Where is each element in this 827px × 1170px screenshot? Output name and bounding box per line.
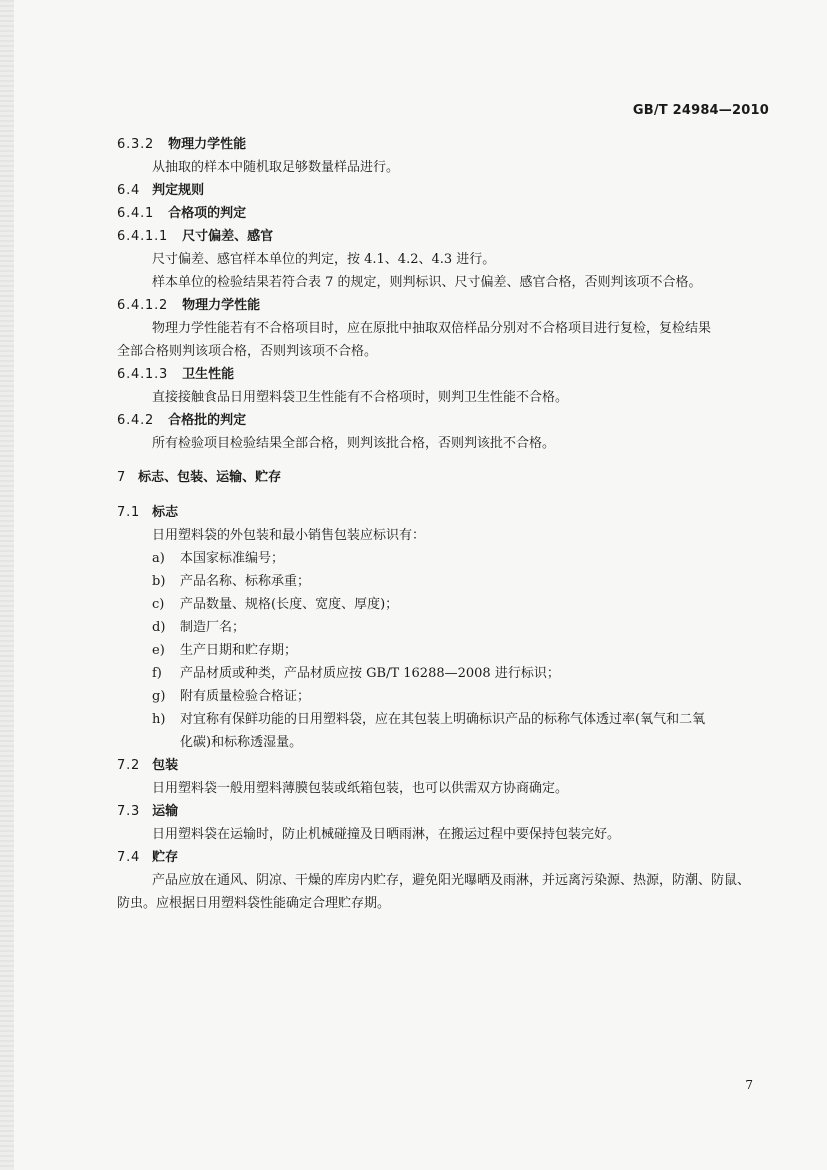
- heading-7-3: [117, 802, 178, 822]
- list-item-text: 生产日期和贮存期；: [180, 643, 298, 658]
- heading-title: 物理力学性能: [168, 137, 247, 152]
- heading-number: 6.4.1: [117, 206, 155, 221]
- list-item-text: 产品名称、标称承重；: [180, 574, 311, 589]
- list-marker: d): [152, 620, 166, 635]
- list-item: [152, 687, 310, 707]
- heading-title: 运输: [152, 804, 179, 819]
- scan-edge: [0, 0, 14, 1170]
- heading-number: 6.4.1.2: [117, 298, 169, 313]
- list-marker: c): [152, 597, 165, 612]
- heading-number: 7: [117, 470, 127, 485]
- heading-title: 物理力学性能: [182, 298, 261, 313]
- heading-title: 合格批的判定: [168, 413, 247, 428]
- heading-title: 卫生性能: [182, 367, 235, 382]
- standard-code: GB/T 24984—2010: [632, 103, 769, 118]
- heading-7-4: [117, 848, 178, 868]
- list-marker: e): [152, 643, 165, 658]
- paragraph: 尺寸偏差、感官样本单位的判定，按 4.1、4.2、4.3 进行。: [152, 252, 496, 267]
- list-item: [152, 618, 245, 638]
- paragraph: 物理力学性能若有不合格项目时，应在原批中抽取双倍样品分别对不合格项目进行复检，复检结果: [152, 321, 712, 336]
- paragraph: 样本单位的检验结果若符合表 7 的规定，则判标识、尺寸偏差、感官合格，否则判该项不合格。: [152, 275, 702, 290]
- heading-7-2: [117, 756, 178, 776]
- heading-number: 7.2: [117, 758, 141, 773]
- heading-title: 判定规则: [152, 183, 205, 198]
- list-marker: a): [152, 551, 165, 566]
- paragraph: 从抽取的样本中随机取足够数量样品进行。: [152, 160, 400, 175]
- list-marker: b): [152, 574, 166, 589]
- heading-7: [117, 468, 281, 488]
- heading-6-4-1: [117, 204, 246, 224]
- list-item-text: 本国家标准编号；: [180, 551, 285, 566]
- paragraph: 直接接触食品日用塑料袋卫生性能有不合格项时，则判卫生性能不合格。: [152, 390, 569, 405]
- list-item-text: 产品材质或种类，产品材质应按 GB/T 16288—2008 进行标识；: [180, 666, 560, 681]
- page-number: 7: [745, 1078, 753, 1092]
- heading-number: 7.1: [117, 505, 141, 520]
- heading-6-4-1-3: [117, 365, 234, 385]
- heading-title: 标志: [152, 505, 179, 520]
- list-item-continuation: 化碳)和标称透湿量。: [180, 735, 303, 750]
- list-item-text: 对宜称有保鲜功能的日用塑料袋，应在其包装上明确标识产品的标称气体透过率(氧气和二氧: [180, 712, 706, 727]
- list-marker: g): [152, 689, 166, 704]
- list-item-text: 制造厂名；: [180, 620, 246, 635]
- paragraph-continuation: 防虫。应根据日用塑料袋性能确定合理贮存期。: [117, 896, 391, 911]
- paragraph: 日用塑料袋在运输时，防止机械碰撞及日晒雨淋，在搬运过程中要保持包装完好。: [152, 827, 621, 842]
- heading-number: 6.3.2: [117, 137, 155, 152]
- heading-number: 7.3: [117, 804, 141, 819]
- list-marker: f): [152, 666, 162, 681]
- list-item: [152, 664, 560, 684]
- heading-7-1: [117, 503, 178, 523]
- paragraph: 日用塑料袋一般用塑料薄膜包装或纸箱包装，也可以供需双方协商确定。: [152, 781, 569, 796]
- heading-title: 标志、包装、运输、贮存: [138, 470, 282, 485]
- list-item-text: 附有质量检验合格证；: [180, 689, 311, 704]
- heading-title: 尺寸偏差、感官: [182, 229, 274, 244]
- heading-title: 贮存: [152, 850, 179, 865]
- heading-number: 6.4: [117, 183, 141, 198]
- heading-number: 6.4.1.1: [117, 229, 169, 244]
- list-item: [152, 710, 705, 730]
- heading-6-4-1-1: [117, 227, 273, 247]
- list-item: [152, 572, 310, 592]
- list-item-text: 产品数量、规格(长度、宽度、厚度)；: [180, 597, 399, 612]
- heading-title: 合格项的判定: [168, 206, 247, 221]
- heading-number: 7.4: [117, 850, 141, 865]
- paragraph: 产品应放在通风、阴凉、干燥的库房内贮存，避免阳光曝晒及雨淋，并远离污染源、热源，防潮、防鼠、: [152, 873, 751, 888]
- paragraph: 所有检验项目检验结果全部合格，则判该批合格，否则判该批不合格。: [152, 436, 556, 451]
- paragraph-continuation: 全部合格则判该项合格，否则判该项不合格。: [117, 344, 378, 359]
- list-marker: h): [152, 712, 166, 727]
- list-item: [152, 549, 284, 569]
- heading-number: 6.4.2: [117, 413, 155, 428]
- heading-6-4: [117, 181, 204, 201]
- heading-6-4-1-2: [117, 296, 260, 316]
- heading-number: 6.4.1.3: [117, 367, 169, 382]
- heading-6-3-2: [117, 135, 246, 155]
- paragraph: 日用塑料袋的外包装和最小销售包装应标识有：: [152, 528, 426, 543]
- list-item: [152, 641, 297, 661]
- heading-6-4-2: [117, 411, 246, 431]
- list-item: [152, 595, 398, 615]
- heading-title: 包装: [152, 758, 179, 773]
